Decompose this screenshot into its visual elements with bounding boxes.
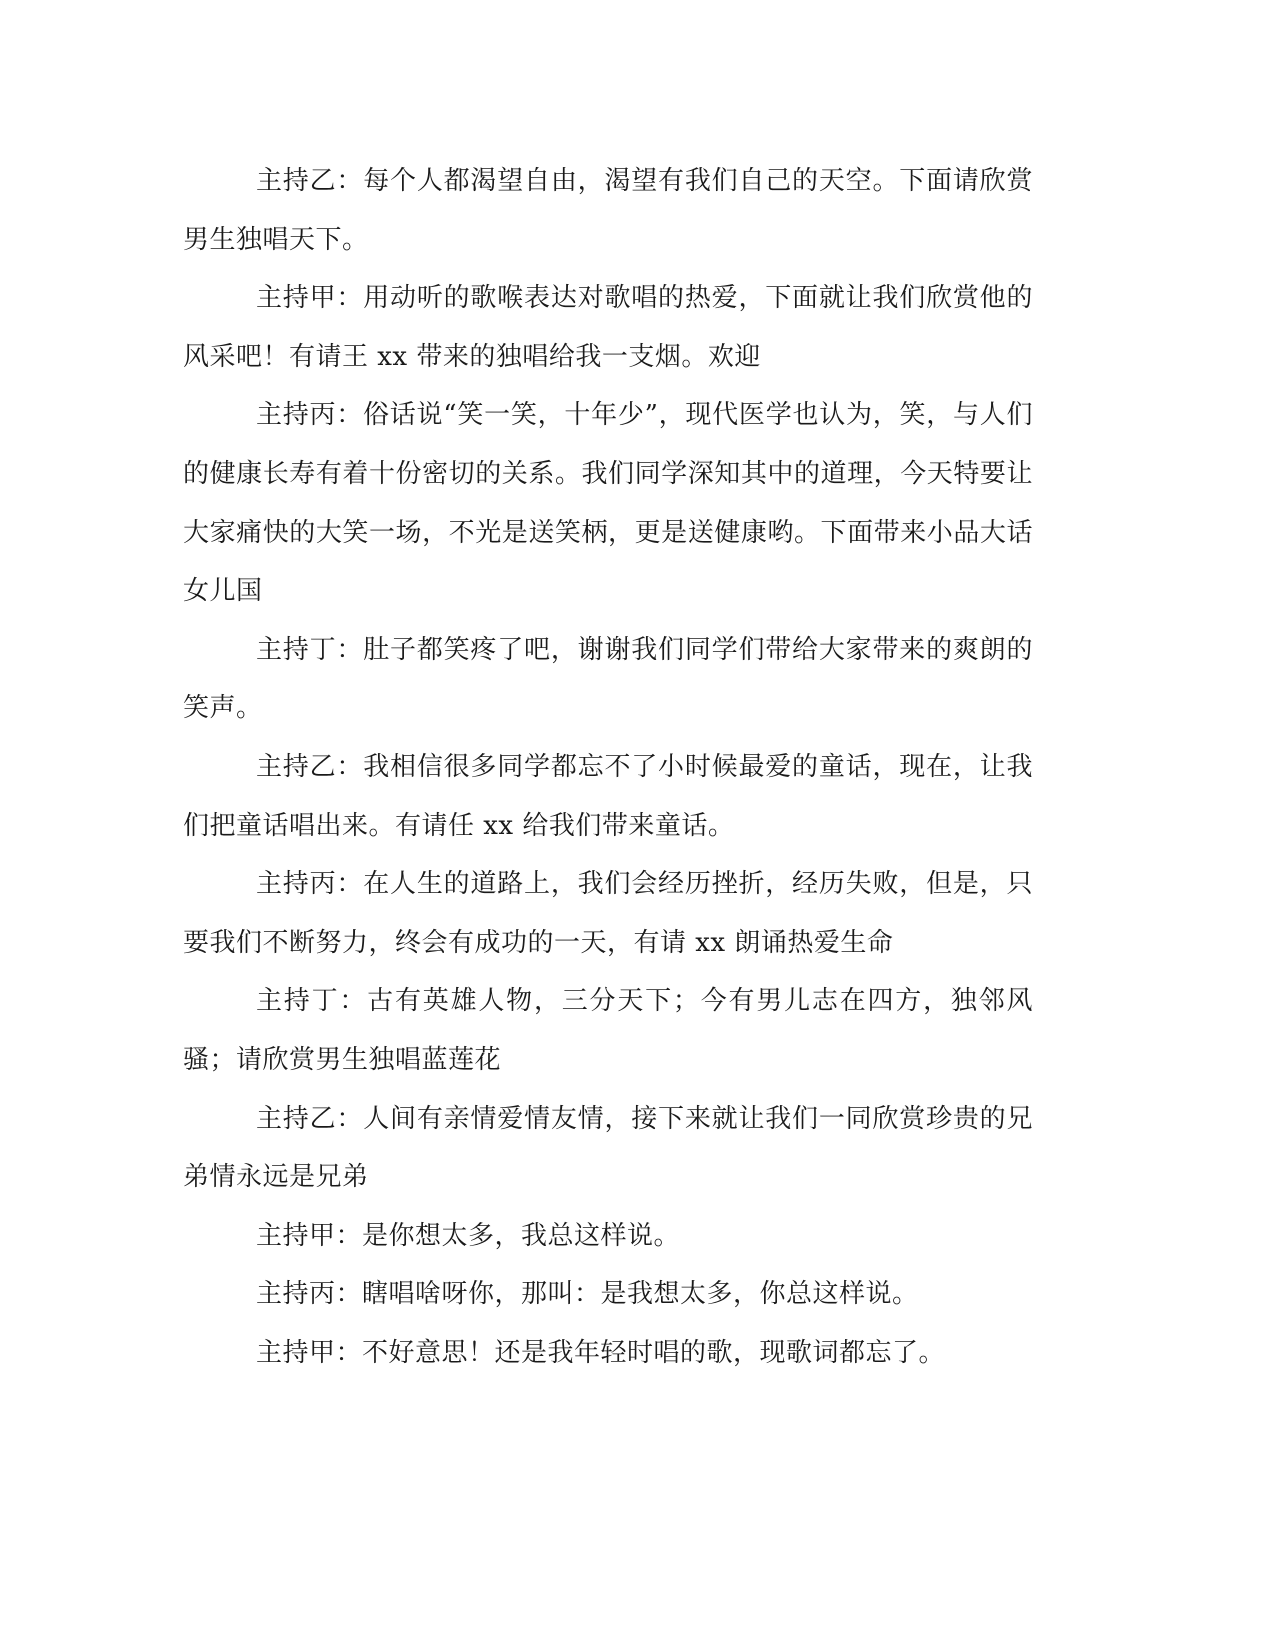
- document-body: [183, 152, 1033, 1382]
- paragraph: 主持乙：人间有亲情爱情友情，接下来就让我们一同欣赏珍贵的兄弟情永远是兄弟: [183, 1103, 1033, 1193]
- paragraph: 主持甲：是你想太多，我总这样说。: [256, 1220, 681, 1251]
- paragraph: 主持丁：肚子都笑疼了吧，谢谢我们同学们带给大家带来的爽朗的笑声。: [183, 634, 1033, 724]
- paragraph: 主持丙：瞎唱啥呀你，那叫：是我想太多，你总这样说。: [256, 1279, 919, 1310]
- paragraph: 主持甲：不好意思！还是我年轻时唱的歌，现歌词都忘了。: [256, 1337, 946, 1368]
- paragraph: 主持丁：古有英雄人物，三分天下；今有男儿志在四方，独邻风骚；请欣赏男生独唱蓝莲花: [183, 986, 1033, 1075]
- paragraph: 主持乙：我相信很多同学都忘不了小时候最爱的童话，现在，让我们把童话唱出来。有请任 xx 给我们带来童话。: [183, 751, 1033, 841]
- paragraph: 主持丙：俗话说“笑一笑，十年少”，现代医学也认为，笑，与人们的健康长寿有着十份密切的关系。我们同学深知其中的道理，今天特要让大家痛快的大笑一场，不光是送笑柄，更是送健康哟。下面带来小品大话女儿国: [183, 400, 1033, 607]
- paragraph: 主持乙：每个人都渴望自由，渴望有我们自己的天空。下面请欣赏男生独唱天下。: [183, 166, 1033, 255]
- paragraph: 主持丙：在人生的道路上，我们会经历挫折，经历失败，但是，只要我们不断努力，终会有成功的一天，有请 xx 朗诵热爱生命: [183, 869, 1033, 958]
- paragraph: 主持甲：用动听的歌喉表达对歌唱的热爱，下面就让我们欣赏他的风采吧！有请王 xx 带来的独唱给我一支烟。欢迎: [183, 283, 1033, 372]
